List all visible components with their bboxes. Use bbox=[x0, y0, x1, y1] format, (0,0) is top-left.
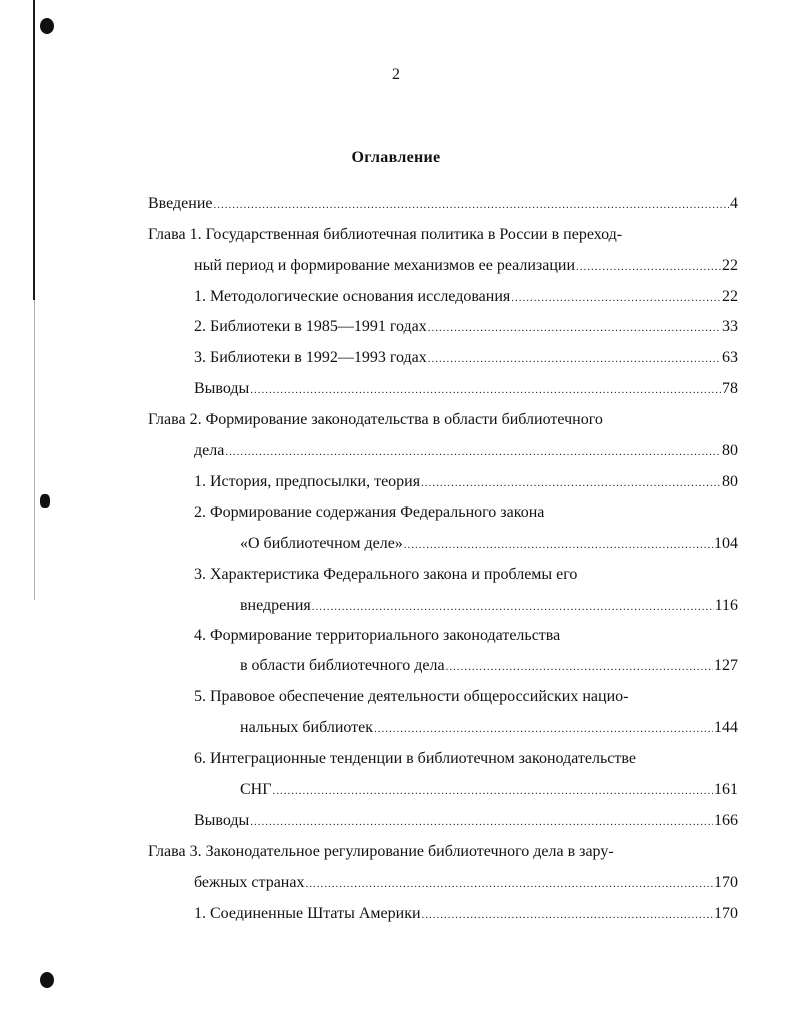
toc-entry-text: 4. Формирование территориального законодательства bbox=[194, 627, 561, 644]
punch-hole-mark-top bbox=[40, 18, 54, 34]
leader-dots bbox=[272, 780, 713, 802]
toc-entry-text: Выводы bbox=[194, 812, 250, 829]
toc-entry-text: дела bbox=[194, 442, 225, 459]
toc-entry[interactable] bbox=[240, 717, 738, 739]
toc-entry[interactable] bbox=[148, 409, 603, 431]
toc-entry-text: 2. Библиотеки в 1985—1991 годах bbox=[194, 318, 427, 335]
toc-entry[interactable] bbox=[194, 440, 738, 462]
leader-dots bbox=[421, 472, 721, 494]
toc-entry[interactable] bbox=[194, 502, 544, 524]
toc-entry-page: 33 bbox=[722, 318, 738, 335]
toc-entry[interactable] bbox=[194, 686, 628, 708]
toc-entry[interactable] bbox=[148, 193, 738, 215]
toc-entry-page: 78 bbox=[722, 380, 738, 397]
toc-entry-text: внедрения bbox=[240, 597, 311, 614]
toc-entry[interactable] bbox=[240, 533, 738, 555]
leader-dots bbox=[305, 873, 713, 895]
leader-dots bbox=[250, 379, 721, 401]
toc-entry-text: ный период и формирование механизмов ее реализации bbox=[194, 257, 576, 274]
toc-entry-text: 1. История, предпосылки, теория bbox=[194, 473, 421, 490]
toc-entry-text: 5. Правовое обеспечение деятельности общероссийских нацио- bbox=[194, 688, 629, 705]
toc-entry[interactable] bbox=[148, 841, 614, 863]
leader-dots bbox=[214, 194, 730, 216]
toc-entry-page: 4 bbox=[730, 195, 738, 212]
toc-entry-page: 161 bbox=[714, 781, 738, 798]
toc-entry-text: 6. Интеграционные тенденции в библиотечном законодательстве bbox=[194, 750, 636, 767]
toc-entry[interactable] bbox=[240, 655, 738, 677]
toc-entry-text: 3. Характеристика Федерального закона и проблемы его bbox=[194, 566, 578, 583]
toc-entry[interactable] bbox=[194, 903, 738, 925]
toc-entry-page: 170 bbox=[714, 874, 738, 891]
leader-dots bbox=[428, 348, 721, 370]
leader-dots bbox=[511, 287, 721, 309]
toc-entry-text: 1. Соединенные Штаты Америки bbox=[194, 905, 421, 922]
toc-entry[interactable] bbox=[194, 471, 738, 493]
leader-dots bbox=[312, 596, 714, 618]
leader-dots bbox=[225, 441, 721, 463]
toc-entry-text: Глава 2. Формирование законодательства в области библиотечного bbox=[148, 411, 603, 428]
leader-dots bbox=[250, 811, 713, 833]
toc-entry[interactable] bbox=[194, 564, 577, 586]
toc-entry[interactable] bbox=[194, 255, 738, 277]
toc-entry-text: СНГ bbox=[240, 781, 272, 798]
toc-entry-text: «О библиотечном деле» bbox=[240, 535, 403, 552]
leader-dots bbox=[446, 656, 713, 678]
toc-entry-text: в области библиотечного дела bbox=[240, 657, 445, 674]
toc-entry[interactable] bbox=[194, 286, 738, 308]
toc-entry-page: 63 bbox=[722, 349, 738, 366]
punch-hole-mark-bottom bbox=[40, 972, 54, 988]
toc-entry-text: 3. Библиотеки в 1992—1993 годах bbox=[194, 349, 427, 366]
toc-entry-text: Глава 3. Законодательное регулирование библиотечного дела в зару- bbox=[148, 843, 614, 860]
toc-entry-page: 104 bbox=[714, 535, 738, 552]
toc-entry[interactable] bbox=[194, 378, 738, 400]
toc-entry-page: 166 bbox=[714, 812, 738, 829]
toc-entry[interactable] bbox=[194, 625, 560, 647]
leader-dots bbox=[404, 534, 713, 556]
leader-dots bbox=[422, 904, 713, 926]
toc-entry-page: 144 bbox=[714, 719, 738, 736]
toc-entry-text: 1. Методологические основания исследования bbox=[194, 288, 511, 305]
punch-hole-mark-middle bbox=[40, 494, 50, 508]
toc-entry-text: бежных странах bbox=[194, 874, 305, 891]
page-number: 2 bbox=[392, 66, 400, 83]
leader-dots bbox=[428, 317, 721, 339]
toc-entry[interactable] bbox=[240, 779, 738, 801]
toc-entry[interactable] bbox=[194, 810, 738, 832]
toc-entry-page: 170 bbox=[714, 905, 738, 922]
toc-entry[interactable] bbox=[148, 224, 622, 246]
toc-entry-text: нальных библиотек bbox=[240, 719, 374, 736]
toc-entry-page: 127 bbox=[714, 657, 738, 674]
toc-entry-page: 22 bbox=[722, 288, 738, 305]
toc-entry[interactable] bbox=[194, 748, 636, 770]
toc-entry-page: 22 bbox=[722, 257, 738, 274]
leader-dots bbox=[374, 718, 713, 740]
toc-entry[interactable] bbox=[194, 872, 738, 894]
scan-edge-line-lower bbox=[34, 300, 35, 600]
toc-entry-page: 80 bbox=[722, 473, 738, 490]
toc-entry-text: 2. Формирование содержания Федерального закона bbox=[194, 504, 545, 521]
toc-entry-text: Введение bbox=[148, 195, 213, 212]
toc-entry[interactable] bbox=[194, 347, 738, 369]
leader-dots bbox=[576, 256, 721, 278]
toc-entry[interactable] bbox=[194, 316, 738, 338]
toc-entry-page: 80 bbox=[722, 442, 738, 459]
toc-entry-page: 116 bbox=[714, 597, 738, 614]
page-title: Оглавление bbox=[351, 149, 441, 166]
toc-entry-text: Выводы bbox=[194, 380, 250, 397]
toc-entry-text: Глава 1. Государственная библиотечная политика в России в переход- bbox=[148, 226, 623, 243]
toc-entry[interactable] bbox=[240, 595, 738, 617]
